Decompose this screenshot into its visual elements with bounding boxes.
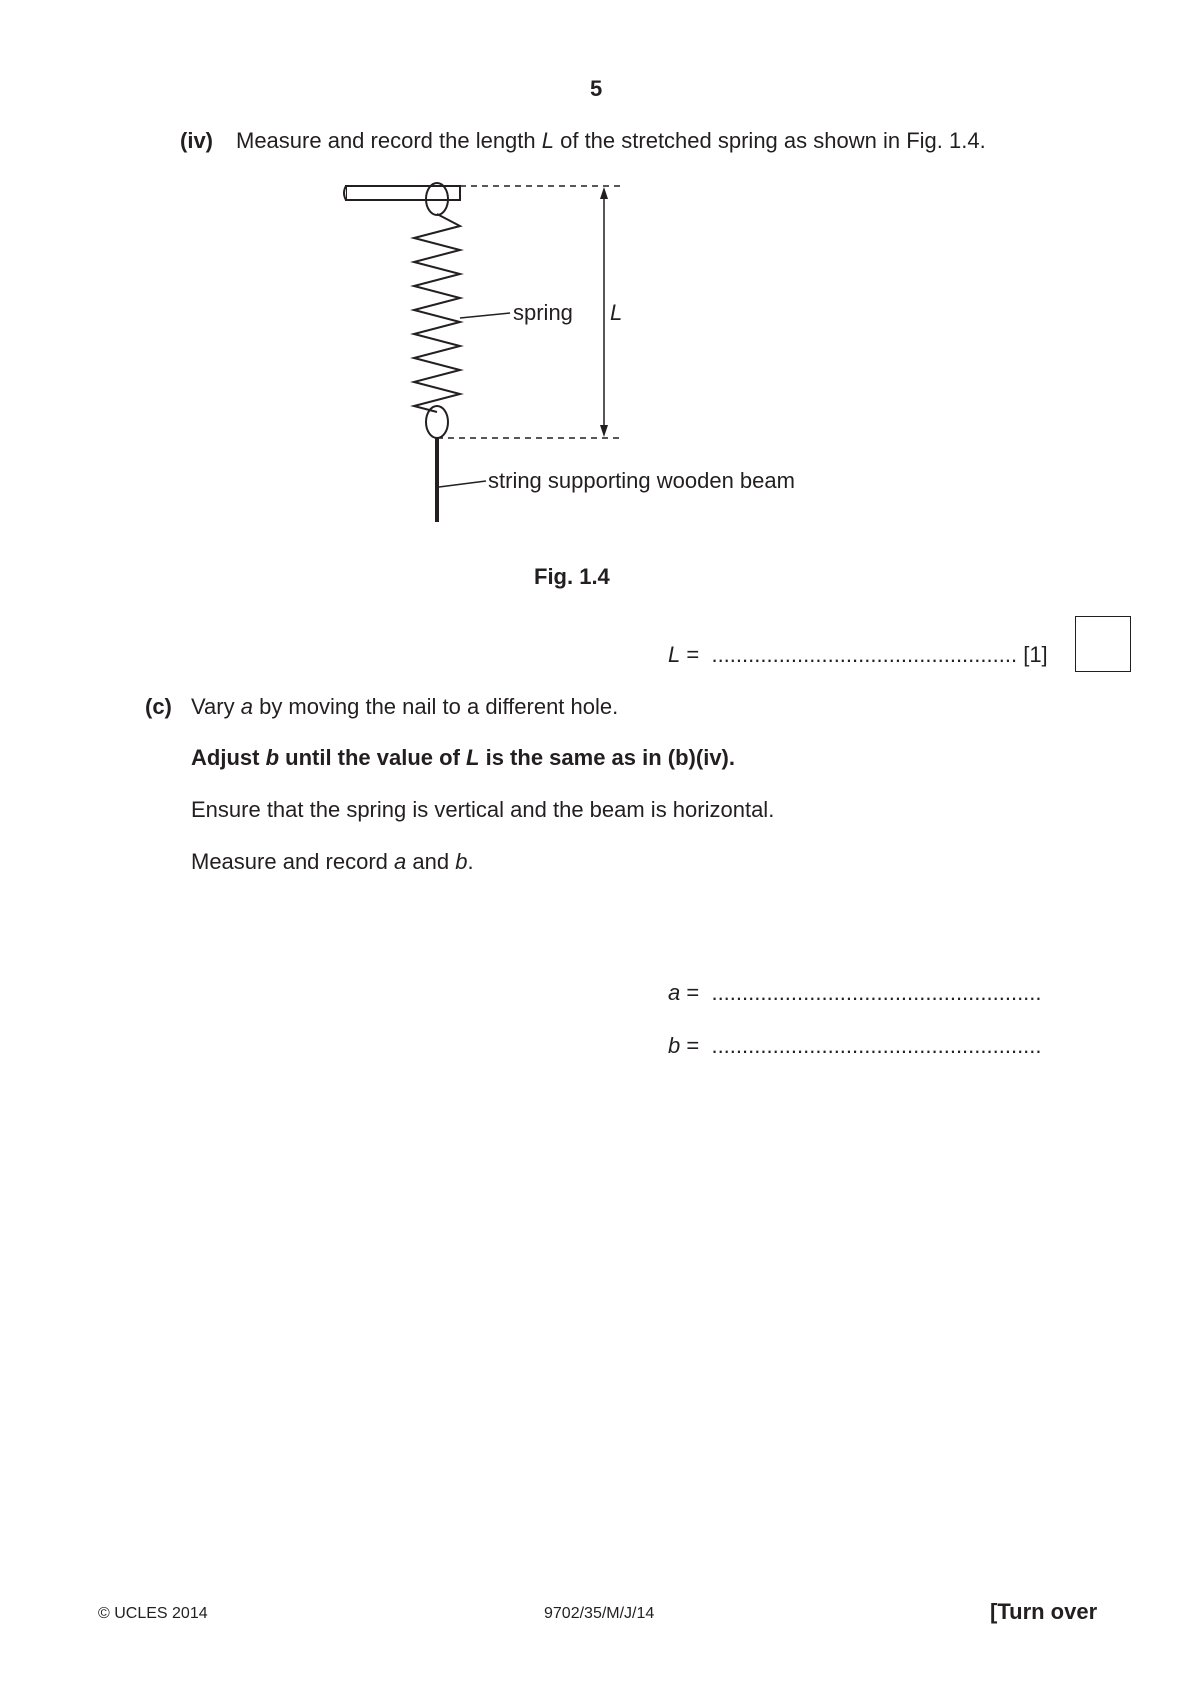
spring-label: spring (513, 300, 573, 325)
length-arrow-bottom (600, 425, 608, 437)
part-iv-text-after: of the stretched spring as shown in Fig. 1.4. (554, 128, 986, 153)
figure-caption: Fig. 1.4 (534, 564, 610, 589)
length-label: L (610, 300, 623, 325)
answer-b-dots[interactable]: ...................................................... (711, 1033, 1042, 1058)
part-c-line4-mid: and (406, 849, 456, 874)
part-c-line4-var-b: b (455, 849, 468, 874)
spring-coils (414, 214, 460, 412)
answer-b-var: b (668, 1033, 681, 1058)
part-c-line1-before: Vary (191, 694, 241, 719)
part-iv-var-L: L (541, 128, 554, 153)
support-rod (344, 186, 460, 200)
answer-a-dots[interactable]: ...................................................... (711, 980, 1042, 1005)
answer-a-line (668, 980, 1042, 1006)
footer-copyright: © UCLES 2014 (98, 1605, 208, 1622)
length-arrow-top (600, 187, 608, 199)
spring-bottom-loop (426, 406, 448, 438)
footer-turn-over: [Turn over (990, 1599, 1098, 1624)
part-iv-text-before: Measure and record the length (236, 128, 542, 153)
part-c-line4-var-a: a (394, 849, 407, 874)
answer-a-var: a (668, 980, 681, 1005)
answer-L-line (668, 642, 1048, 668)
part-c-line3: Ensure that the spring is vertical and the beam is horizontal. (191, 797, 775, 822)
answer-L-var: L (668, 642, 681, 667)
part-c-line1 (191, 694, 618, 720)
part-iv-label: (iv) (180, 128, 213, 153)
page-number: 5 (590, 76, 603, 101)
answer-b-line (668, 1033, 1042, 1059)
part-c-line1-var: a (240, 694, 253, 719)
answer-L-eq: = (680, 642, 700, 667)
part-c-line2-before: Adjust (191, 745, 266, 770)
part-c-line2-var-b: b (265, 745, 280, 770)
part-c-line4-before: Measure and record (191, 849, 394, 874)
part-c-line2-after: is the same as in (b)(iv). (479, 745, 735, 770)
answer-a-eq: = (680, 980, 700, 1005)
string-label: string supporting wooden beam (488, 468, 795, 493)
spring-leader-line (460, 313, 510, 318)
answer-L-marks: [1] (1023, 642, 1048, 667)
part-c-line2-var-L: L (466, 745, 480, 770)
footer-code: 9702/35/M/J/14 (544, 1605, 655, 1622)
answer-b-eq: = (680, 1033, 700, 1058)
part-c-label: (c) (145, 694, 172, 719)
part-c-line1-after: by moving the nail to a different hole. (252, 694, 619, 719)
answer-L-dots[interactable]: .................................................. (711, 642, 1018, 667)
examiner-mark-box (1075, 616, 1131, 672)
part-c-line4-after: . (467, 849, 474, 874)
string-leader-line (439, 481, 486, 487)
part-c-line2-mid: until the value of (279, 745, 467, 770)
part-c-line2 (191, 745, 735, 771)
part-c-line4 (191, 849, 474, 875)
